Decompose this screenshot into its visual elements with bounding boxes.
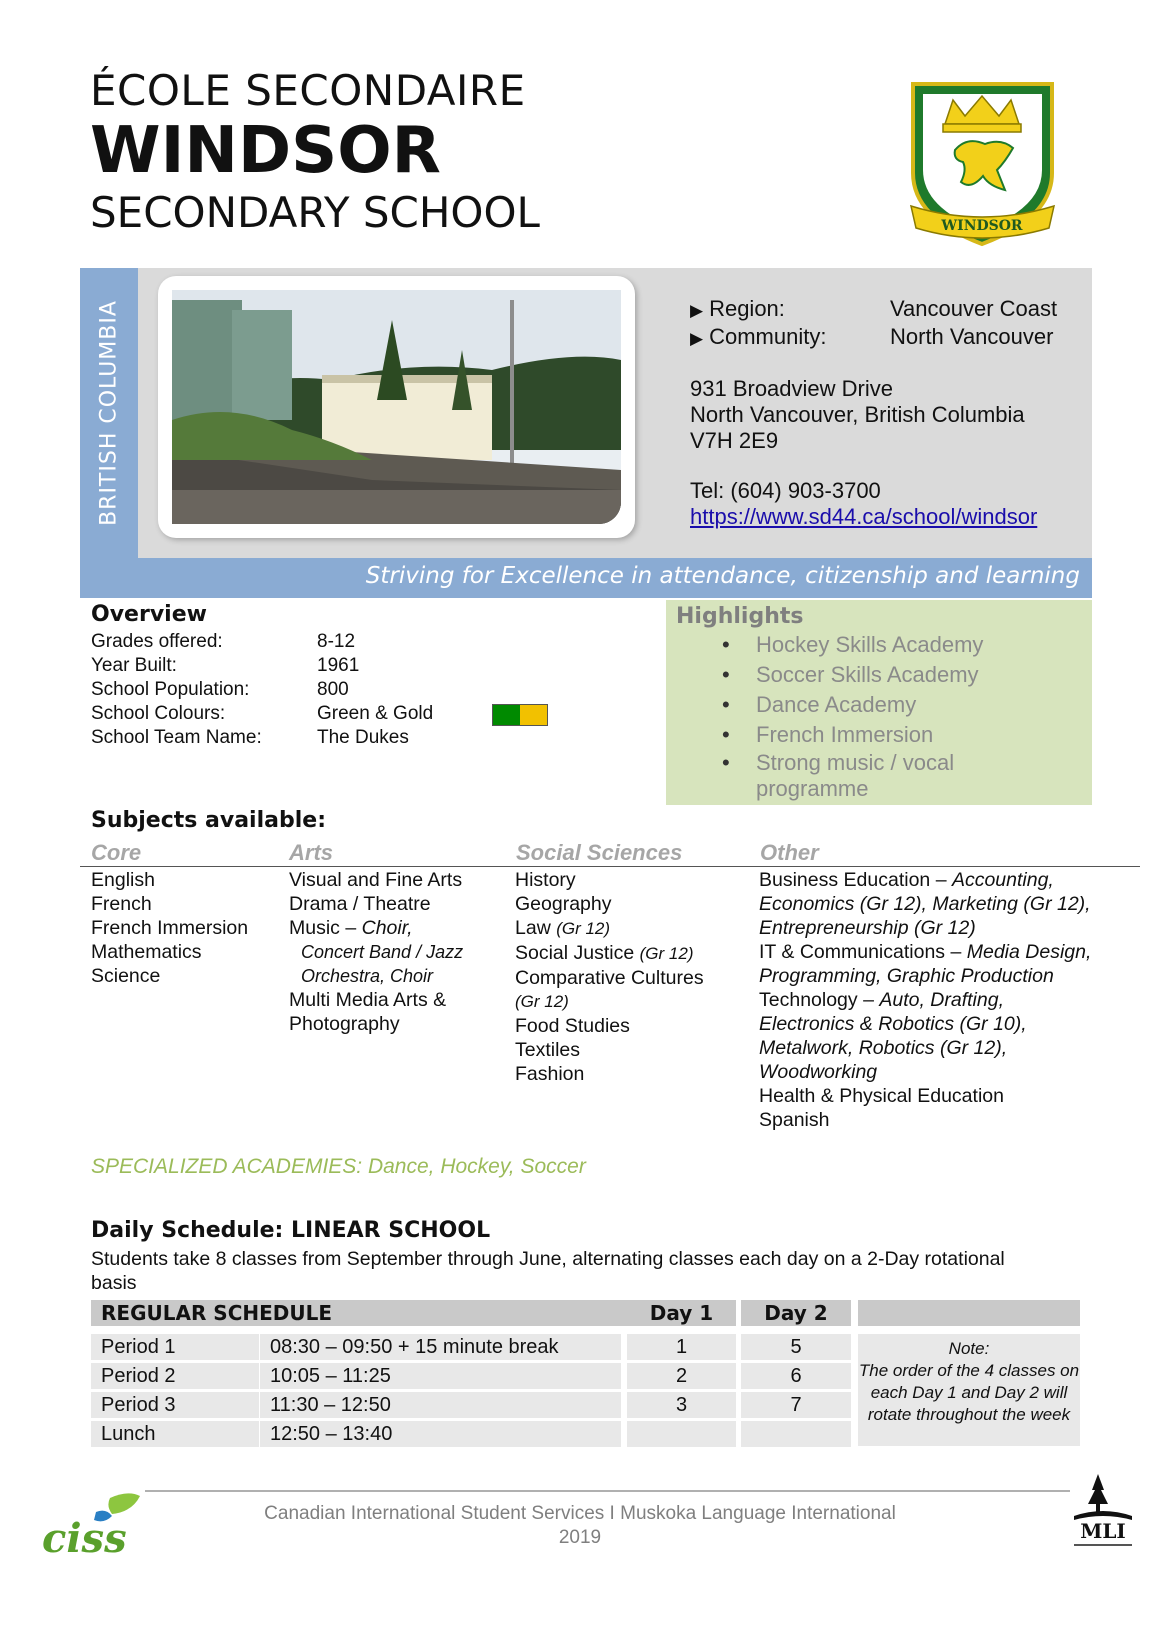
subject-detail: (Gr 12) <box>515 992 569 1011</box>
subject-item: Geography <box>515 893 612 915</box>
schedule-note <box>858 1334 1080 1446</box>
school-photo-frame <box>158 276 635 538</box>
day1-header: Day 1 <box>627 1300 736 1326</box>
arts-subjects <box>289 868 463 1036</box>
subject-item: Comparative Cultures <box>515 967 704 989</box>
contact-info <box>690 296 1057 530</box>
highlight-item: • Dance Academy <box>756 690 1056 720</box>
ciss-logo <box>40 1490 150 1560</box>
subject-item <box>515 941 704 966</box>
triangle-bullet-icon: ▶ <box>690 301 704 320</box>
subject-detail: Orchestra, Choir <box>301 966 434 986</box>
time-cell: 08:30 – 09:50 + 15 minute break <box>260 1334 621 1360</box>
schedule-description: Students take 8 classes from September through June, alternating classes each day on a 2-Day rotational basis <box>91 1248 1005 1294</box>
overview-row <box>91 702 548 726</box>
region-row <box>690 296 1057 324</box>
subject-text: Technology – <box>759 989 880 1011</box>
school-colour-swatch <box>492 704 548 726</box>
subject-item <box>759 868 1091 892</box>
crest-text: WINDSOR <box>941 218 1023 234</box>
day2-cell: 7 <box>741 1392 851 1418</box>
day1-cell: 3 <box>627 1392 736 1418</box>
subject-text: Law <box>515 917 557 939</box>
school-name-line2: WINDSOR <box>90 114 441 188</box>
subject-item: Textiles <box>515 1039 581 1061</box>
subject-text: Music – <box>289 917 362 939</box>
time-cell: 11:30 – 12:50 <box>260 1392 621 1418</box>
subject-item: Health & Physical Education <box>759 1085 1004 1107</box>
subject-detail: (Gr 12) <box>639 944 694 963</box>
period-cell: Period 2 <box>91 1363 259 1389</box>
subject-detail: Metalwork, Robotics (Gr 12), <box>759 1037 1008 1059</box>
subject-detail: Woodworking <box>759 1061 878 1083</box>
overview-value: Green & Gold <box>317 703 434 724</box>
highlight-item: • Soccer Skills Academy <box>756 660 1056 690</box>
overview-row <box>91 726 548 750</box>
green-swatch <box>493 705 520 725</box>
overview-heading: Overview <box>91 602 207 627</box>
highlight-item: • French Immersion <box>756 720 1056 750</box>
subject-item: French Immersion <box>91 917 249 939</box>
region-value: Vancouver Coast <box>890 296 1058 321</box>
note-body: The order of the 4 classes on each Day 1 and Day 2 will rotate throughout the week <box>858 1361 1080 1424</box>
community-label: Community: <box>709 324 827 349</box>
overview-row <box>91 678 548 702</box>
subject-text: Social Justice <box>515 942 640 964</box>
phone-number: Tel: (604) 903-3700 <box>690 478 881 503</box>
subject-item <box>515 916 704 941</box>
subject-detail: (Gr 12) <box>556 919 611 938</box>
overview-table <box>91 630 548 750</box>
subject-item: History <box>515 869 576 891</box>
school-photo <box>172 290 621 524</box>
overview-value: 1961 <box>317 655 360 676</box>
other-subjects <box>759 868 1091 1132</box>
overview-key: School Colours: <box>91 703 226 724</box>
specialized-academies: SPECIALIZED ACADEMIES: Dance, Hockey, Soccer <box>91 1155 586 1178</box>
subject-detail: Accounting, <box>951 869 1054 891</box>
subject-item <box>759 940 1091 964</box>
subject-detail: Auto, Drafting, <box>879 989 1004 1011</box>
overview-row <box>91 630 548 654</box>
overview-row <box>91 654 548 678</box>
mli-logo-text: MLI <box>1080 1519 1126 1543</box>
subject-detail: Media Design, <box>966 941 1092 963</box>
note-header <box>858 1300 1080 1326</box>
highlights-list <box>706 630 1056 802</box>
motto-text: Striving for Excellence in attendance, citizenship and learning <box>365 563 1080 589</box>
region-label: Region: <box>709 296 785 321</box>
subject-item: Multi Media Arts & <box>289 989 447 1011</box>
subject-item: Visual and Fine Arts <box>289 869 463 891</box>
school-name-line1: ÉCOLE SECONDAIRE <box>90 66 526 115</box>
mli-logo <box>1068 1470 1138 1555</box>
schedule-heading: Daily Schedule: LINEAR SCHOOL <box>91 1218 491 1243</box>
time-cell: 12:50 – 13:40 <box>260 1421 621 1447</box>
subject-item: Drama / Theatre <box>289 893 431 915</box>
highlight-item: • Strong music / vocal programme <box>756 750 1056 802</box>
community-row <box>690 324 1057 352</box>
subject-text: Business Education – <box>759 869 952 891</box>
subject-item: French <box>91 893 152 915</box>
day2-cell <box>741 1421 851 1447</box>
ciss-logo-text: ciss <box>42 1515 127 1560</box>
period-cell: Period 1 <box>91 1334 259 1360</box>
school-name-line3: SECONDARY SCHOOL <box>90 188 540 237</box>
subject-item: Food Studies <box>515 1015 630 1037</box>
subject-item: Spanish <box>759 1109 830 1131</box>
subject-item: Science <box>91 965 161 987</box>
highlight-item: • Hockey Skills Academy <box>756 630 1056 660</box>
note-title: Note: <box>948 1339 990 1358</box>
footer-divider <box>145 1490 1070 1492</box>
community-value: North Vancouver <box>890 324 1054 349</box>
day2-cell: 5 <box>741 1334 851 1360</box>
day2-header: Day 2 <box>741 1300 851 1326</box>
overview-key: School Team Name: <box>91 727 262 748</box>
time-cell: 10:05 – 11:25 <box>260 1363 621 1389</box>
province-label: BRITISH COLUMBIA <box>96 300 122 526</box>
social-sciences-header: Social Sciences <box>516 840 683 865</box>
highlights-heading: Highlights <box>676 604 804 629</box>
overview-value: 8-12 <box>317 631 356 652</box>
regular-schedule-header: REGULAR SCHEDULE <box>91 1300 631 1326</box>
subject-detail: Electronics & Robotics (Gr 10), <box>759 1013 1027 1035</box>
subject-item: Photography <box>289 1013 400 1035</box>
subjects-column-headers <box>80 838 1140 867</box>
day1-cell <box>627 1421 736 1447</box>
footer-line2: 2019 <box>558 1527 602 1548</box>
day2-cell: 6 <box>741 1363 851 1389</box>
footer-text <box>200 1502 960 1550</box>
subject-item: English <box>91 869 155 891</box>
subject-item: Fashion <box>515 1063 585 1085</box>
triangle-bullet-icon: ▶ <box>690 329 704 348</box>
subject-detail: Programming, Graphic Production <box>759 965 1054 987</box>
overview-value: 800 <box>317 679 349 700</box>
overview-key: School Population: <box>91 679 250 700</box>
social-sciences-subjects <box>515 868 704 1086</box>
overview-value: The Dukes <box>317 727 409 748</box>
footer-line1: Canadian International Student Services I Muskoka Language International <box>264 1503 896 1524</box>
other-header: Other <box>760 840 819 865</box>
subject-detail: Concert Band / Jazz <box>301 942 464 962</box>
overview-key: Grades offered: <box>91 631 223 652</box>
period-cell: Lunch <box>91 1421 259 1447</box>
school-website-link[interactable]: https://www.sd44.ca/school/windsor <box>690 504 1038 529</box>
day1-cell: 2 <box>627 1363 736 1389</box>
overview-key: Year Built: <box>91 655 177 676</box>
address-line3: V7H 2E9 <box>690 428 779 453</box>
subject-text: IT & Communications – <box>759 941 967 963</box>
school-crest-logo <box>905 78 1060 250</box>
subject-item <box>289 916 463 940</box>
subject-detail: Entrepreneurship (Gr 12) <box>759 917 976 939</box>
subject-detail: Economics (Gr 12), Marketing (Gr 12), <box>759 893 1091 915</box>
province-sidebar <box>80 268 138 558</box>
core-subjects <box>91 868 248 988</box>
period-cell: Period 3 <box>91 1392 259 1418</box>
highlights-box <box>666 600 1092 805</box>
day1-cell: 1 <box>627 1334 736 1360</box>
motto-banner <box>80 558 1092 598</box>
arts-header: Arts <box>289 840 334 865</box>
subjects-heading: Subjects available: <box>91 808 326 833</box>
subject-item: Mathematics <box>91 941 202 963</box>
core-header: Core <box>91 840 142 865</box>
subject-item <box>759 988 1091 1012</box>
gold-swatch <box>520 705 547 725</box>
address-line2: North Vancouver, British Columbia <box>690 402 1025 427</box>
address-line1: 931 Broadview Drive <box>690 376 893 401</box>
subject-detail: Choir, <box>361 917 413 939</box>
